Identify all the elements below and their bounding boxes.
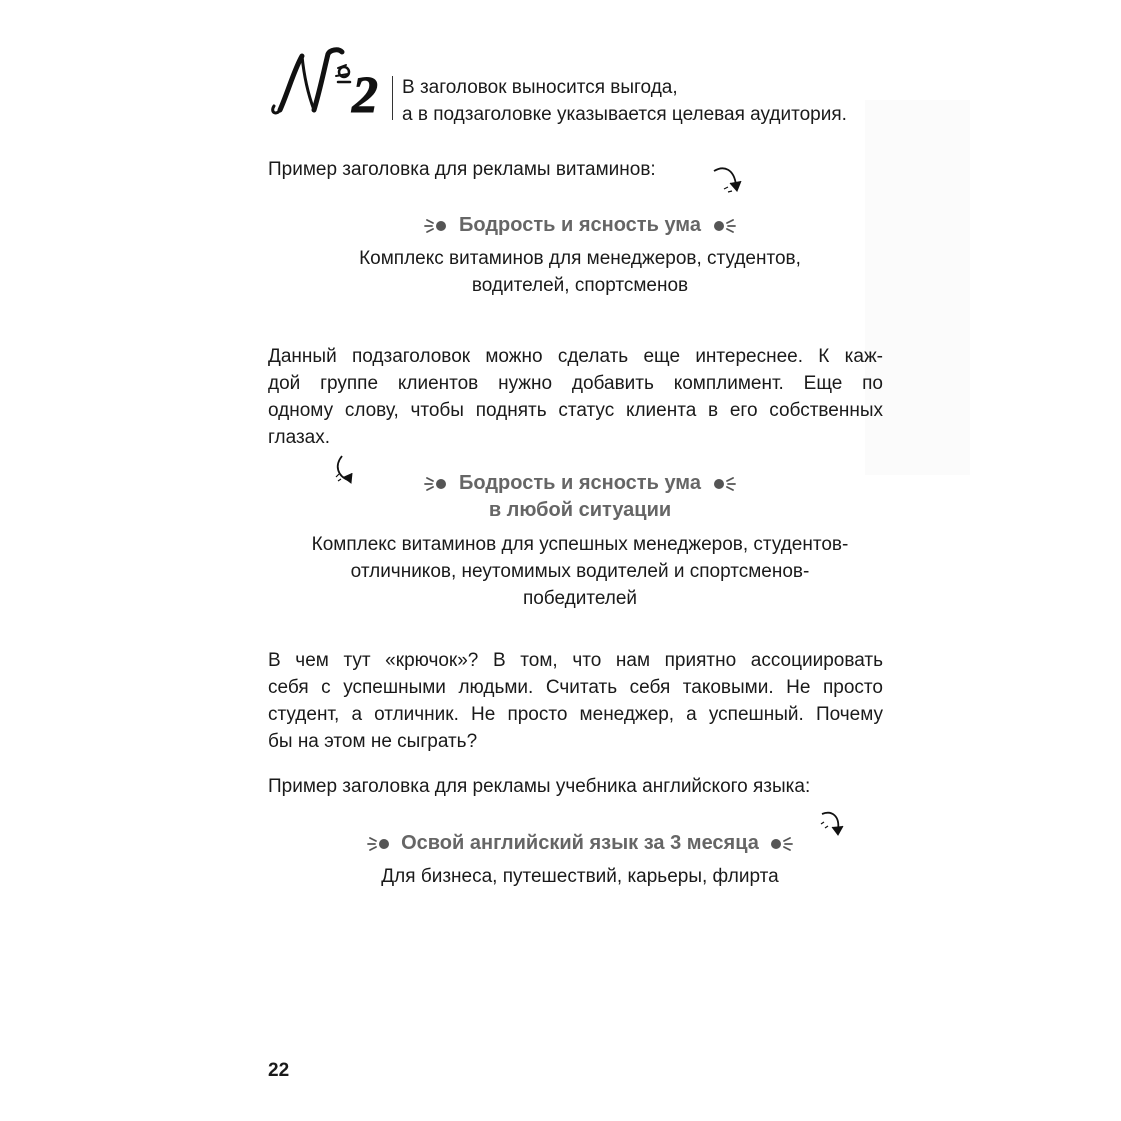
rule-statement <box>402 74 847 128</box>
dot-burst-icon <box>764 833 796 855</box>
rule-header <box>266 46 896 124</box>
subhead-line: отличников, неутомимых водителей и спортсменов- <box>350 561 810 582</box>
text-line: глазах. <box>268 427 331 448</box>
ad-headline <box>260 469 900 497</box>
headline-text: Освой английский язык за 3 месяца <box>401 832 759 854</box>
subhead-line: водителей, спортсменов <box>471 275 689 296</box>
subhead-line: Комплекс витаминов для менеджеров, студентов, <box>359 248 801 269</box>
dot-burst-icon <box>707 215 739 237</box>
svg-text:2: 2 <box>352 67 378 120</box>
text-line: В чем тут «крючок»? В том, что нам приятно ассоциировать <box>268 650 883 671</box>
text-line: дой группе клиентов нужно добавить комплимент. Еще по <box>268 373 883 394</box>
body-paragraph <box>268 343 883 451</box>
ad-headline <box>260 211 900 239</box>
subhead-line: победителей <box>522 588 638 609</box>
text-line: себя с успешными людьми. Считать себя таковыми. Не просто <box>268 677 883 698</box>
divider <box>392 76 393 120</box>
dot-burst-icon <box>421 473 453 495</box>
number-sign-icon <box>266 46 388 120</box>
dot-burst-icon <box>707 473 739 495</box>
text-line: Данный подзаголовок можно сделать еще интереснее. К каж- <box>268 346 883 367</box>
text-line: бы на этом не сыграть? <box>268 731 478 752</box>
headline-text: Бодрость и ясность ума <box>459 214 701 236</box>
body-paragraph <box>268 647 883 755</box>
page-number: 22 <box>268 1060 290 1081</box>
headline-text-line2: в любой ситуации <box>488 499 672 521</box>
text-line: одному слову, чтобы поднять статус клиента в его собственных <box>268 400 883 421</box>
ad-headline <box>260 829 900 857</box>
subhead-line: Комплекс витаминов для успешных менеджеров, студентов- <box>311 534 849 555</box>
curved-arrow-icon <box>710 163 746 197</box>
example-intro: Пример заголовка для рекламы учебника английского языка: <box>268 776 811 797</box>
text-line: студент, а отличник. Не просто менеджер, а успешный. Почему <box>268 704 883 725</box>
ad-subheading <box>260 863 900 890</box>
ad-subheading <box>260 245 900 299</box>
rule-line: В заголовок выносится выгода, <box>402 77 678 98</box>
headline-text: Бодрость и ясность ума <box>459 472 701 494</box>
example-intro: Пример заголовка для рекламы витаминов: <box>268 159 656 180</box>
dot-burst-icon <box>364 833 396 855</box>
subhead-line: Для бизнеса, путешествий, карьеры, флирта <box>381 866 779 887</box>
rule-line: а в подзаголовке указывается целевая аудитория. <box>402 104 847 125</box>
ad-subheading <box>260 531 900 612</box>
dot-burst-icon <box>421 215 453 237</box>
